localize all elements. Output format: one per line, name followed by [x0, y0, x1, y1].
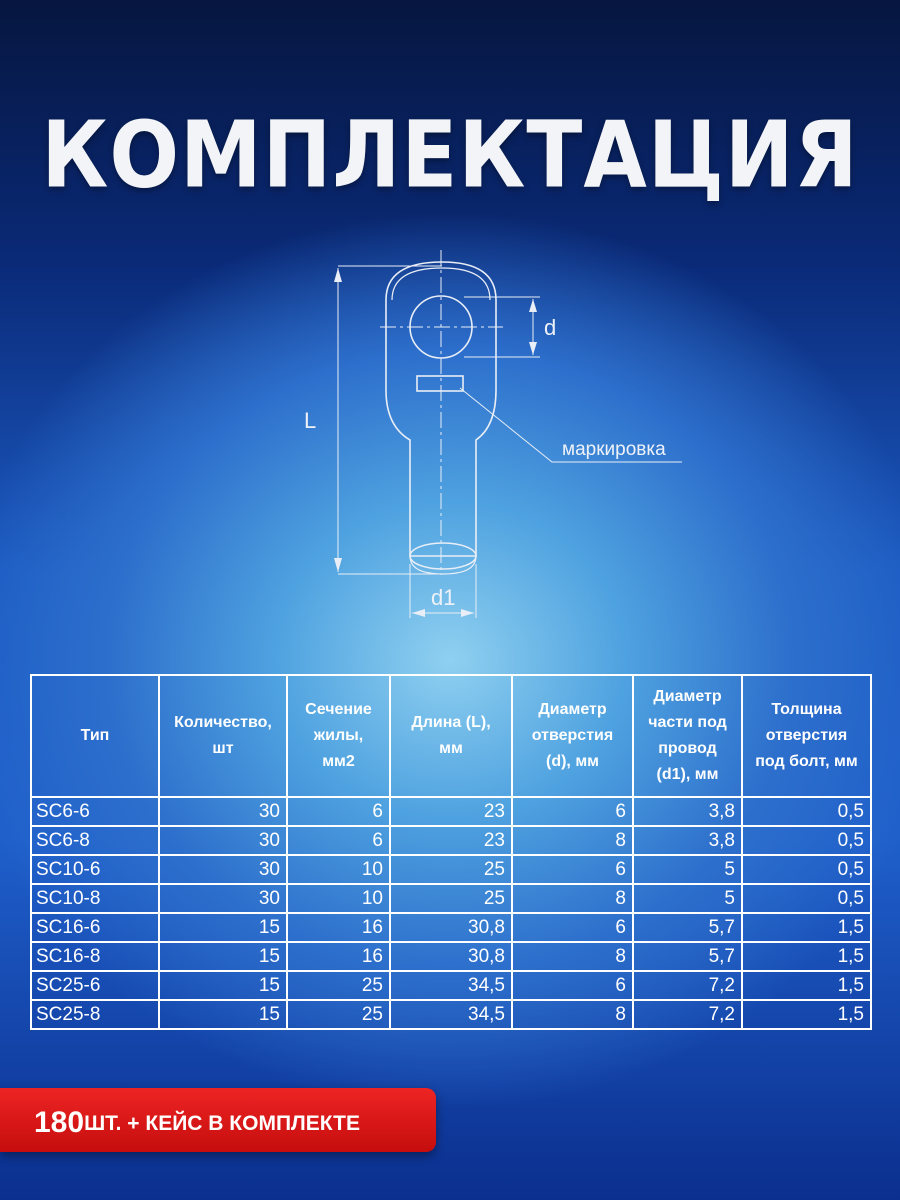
- marking-area: [417, 376, 463, 391]
- table-cell-type: SC6-8: [31, 826, 159, 855]
- table-row: [31, 1000, 871, 1029]
- table-cell: 5: [633, 884, 742, 913]
- table-cell: 5,7: [633, 913, 742, 942]
- table-cell: 23: [390, 826, 512, 855]
- header-thickness: Толщина отверстия под болт, мм: [742, 675, 871, 797]
- table-cell: 6: [512, 913, 633, 942]
- table-cell: 0,5: [742, 826, 871, 855]
- table-cell: 16: [287, 942, 390, 971]
- table-cell: 15: [159, 942, 287, 971]
- table-cell: 1,5: [742, 913, 871, 942]
- table-cell: 30: [159, 855, 287, 884]
- table-row: [31, 971, 871, 1000]
- table-cell: 1,5: [742, 1000, 871, 1029]
- table-cell: 30,8: [390, 942, 512, 971]
- table-cell: 1,5: [742, 942, 871, 971]
- label-d1: d1: [431, 585, 456, 610]
- table-cell: 6: [287, 797, 390, 826]
- table-cell: 6: [512, 971, 633, 1000]
- header-barrel-diameter: Диаметр части под провод (d1), мм: [633, 675, 742, 797]
- header-length: Длина (L), мм: [390, 675, 512, 797]
- table-cell: 25: [390, 855, 512, 884]
- table-cell: 15: [159, 913, 287, 942]
- label-L: L: [304, 408, 317, 433]
- table-cell: 8: [512, 942, 633, 971]
- table-cell: 16: [287, 913, 390, 942]
- table-cell: 0,5: [742, 797, 871, 826]
- banner-label: ШТ. + КЕЙС В КОМПЛЕКТЕ: [84, 1112, 360, 1135]
- table-cell: 0,5: [742, 855, 871, 884]
- table-cell: 34,5: [390, 1000, 512, 1029]
- table-cell: 5: [633, 855, 742, 884]
- table-cell: 30: [159, 797, 287, 826]
- table-cell: 3,8: [633, 797, 742, 826]
- table-cell: 6: [512, 855, 633, 884]
- table-cell-type: SC25-8: [31, 1000, 159, 1029]
- table-cell: 30: [159, 826, 287, 855]
- table-header-row: [31, 675, 871, 797]
- table-cell: 10: [287, 855, 390, 884]
- table-cell: 15: [159, 971, 287, 1000]
- label-marking: маркировка: [562, 439, 666, 460]
- table-cell: 5,7: [633, 942, 742, 971]
- table-row: [31, 884, 871, 913]
- table-cell-type: SC16-8: [31, 942, 159, 971]
- table-cell: 25: [390, 884, 512, 913]
- table-cell: 30,8: [390, 913, 512, 942]
- table-cell: 7,2: [633, 971, 742, 1000]
- header-hole-diameter: Диаметр отверстия (d), мм: [512, 675, 633, 797]
- table-cell: 25: [287, 971, 390, 1000]
- table-cell-type: SC6-6: [31, 797, 159, 826]
- banner-count: 180: [34, 1106, 85, 1139]
- table-cell: 15: [159, 1000, 287, 1029]
- table-cell: 3,8: [633, 826, 742, 855]
- table-cell: 1,5: [742, 971, 871, 1000]
- table-cell: 6: [287, 826, 390, 855]
- table-cell-type: SC25-6: [31, 971, 159, 1000]
- header-type: Тип: [31, 675, 159, 797]
- table-cell: 8: [512, 826, 633, 855]
- table-cell: 0,5: [742, 884, 871, 913]
- banner-text: [34, 1106, 360, 1140]
- label-d: d: [544, 315, 557, 340]
- table-cell: 34,5: [390, 971, 512, 1000]
- table-cell: 7,2: [633, 1000, 742, 1029]
- table-cell: 8: [512, 1000, 633, 1029]
- table-cell: 6: [512, 797, 633, 826]
- header-cross-section: Сечение жилы, мм2: [287, 675, 390, 797]
- table-row: [31, 855, 871, 884]
- kit-banner: [0, 1088, 436, 1152]
- table-row: [31, 797, 871, 826]
- table-row: [31, 826, 871, 855]
- table-cell-type: SC10-8: [31, 884, 159, 913]
- specs-table: [30, 674, 872, 1030]
- page-title: КОМПЛЕКТАЦИЯ: [41, 102, 859, 209]
- table-cell: 10: [287, 884, 390, 913]
- table-cell: 30: [159, 884, 287, 913]
- table-cell-type: SC10-6: [31, 855, 159, 884]
- table-cell: 25: [287, 1000, 390, 1029]
- header-quantity: Количество, шт: [159, 675, 287, 797]
- table-row: [31, 942, 871, 971]
- table-cell: 23: [390, 797, 512, 826]
- table-cell: 8: [512, 884, 633, 913]
- table-row: [31, 913, 871, 942]
- table-cell-type: SC16-6: [31, 913, 159, 942]
